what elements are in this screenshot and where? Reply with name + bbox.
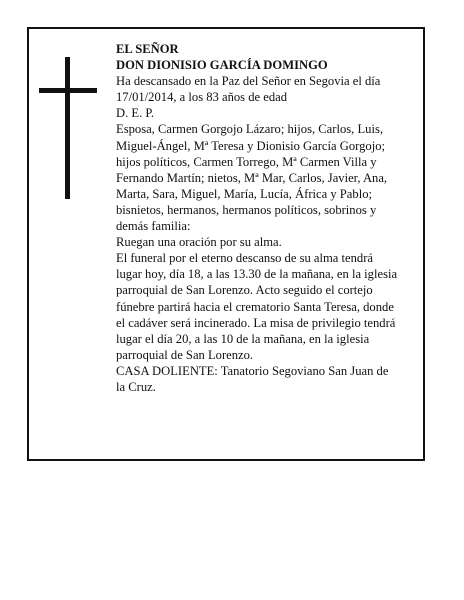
body-line: demás familia: (116, 219, 191, 234)
body-line: Ha descansado en la Paz del Señor en Segovia el día (116, 74, 381, 89)
body-line: la Cruz. (116, 379, 156, 394)
body-line: Marta, Sara, Miguel, María, Lucía, África y Pablo; (116, 186, 372, 201)
body-line: lugar el día 20, a las 10 de la mañana, en la iglesia (116, 331, 370, 346)
obituary-card (27, 27, 425, 461)
body-line: fúnebre partirá hacia el crematorio Santa Teresa, donde (116, 299, 394, 314)
body-line: Miguel-Ángel, Mª Teresa y Dionisio García Gorgojo; (116, 138, 385, 153)
title-line-2: DON DIONISIO GARCÍA DOMINGO (116, 58, 328, 73)
body-line: El funeral por el eterno descanso de su alma tendrá (116, 251, 374, 266)
body-line: lugar hoy, día 18, a las 13.30 de la mañana, en la iglesia (116, 267, 398, 282)
body-line: hijos políticos, Carmen Torrego, Mª Carmen Villa y (116, 154, 377, 169)
obituary-text (116, 41, 416, 395)
body-line: Ruegan una oración por su alma. (116, 235, 282, 250)
title-line-1: EL SEÑOR (116, 42, 179, 56)
cross-icon (39, 57, 97, 199)
body-line: CASA DOLIENTE: Tanatorio Segoviano San Juan de (116, 363, 389, 378)
body-line: el cadáver será incinerado. La misa de privilegio tendrá (116, 315, 396, 330)
body-line: Esposa, Carmen Gorgojo Lázaro; hijos, Carlos, Luis, (116, 122, 383, 137)
body-line: parroquial de San Lorenzo. Acto seguido el cortejo (116, 283, 373, 298)
body-line: Fernando Martín; nietos, Mª Mar, Carlos, Javier, Ana, (116, 170, 388, 185)
cross-vertical-bar (65, 57, 70, 199)
body-line: D. E. P. (116, 106, 155, 121)
body-line: bisnietos, hermanos, hermanos políticos, sobrinos y (116, 202, 377, 217)
body-line: 17/01/2014, a los 83 años de edad (116, 90, 288, 105)
body-line: parroquial de San Lorenzo. (116, 347, 254, 362)
cross-horizontal-bar (39, 88, 97, 93)
